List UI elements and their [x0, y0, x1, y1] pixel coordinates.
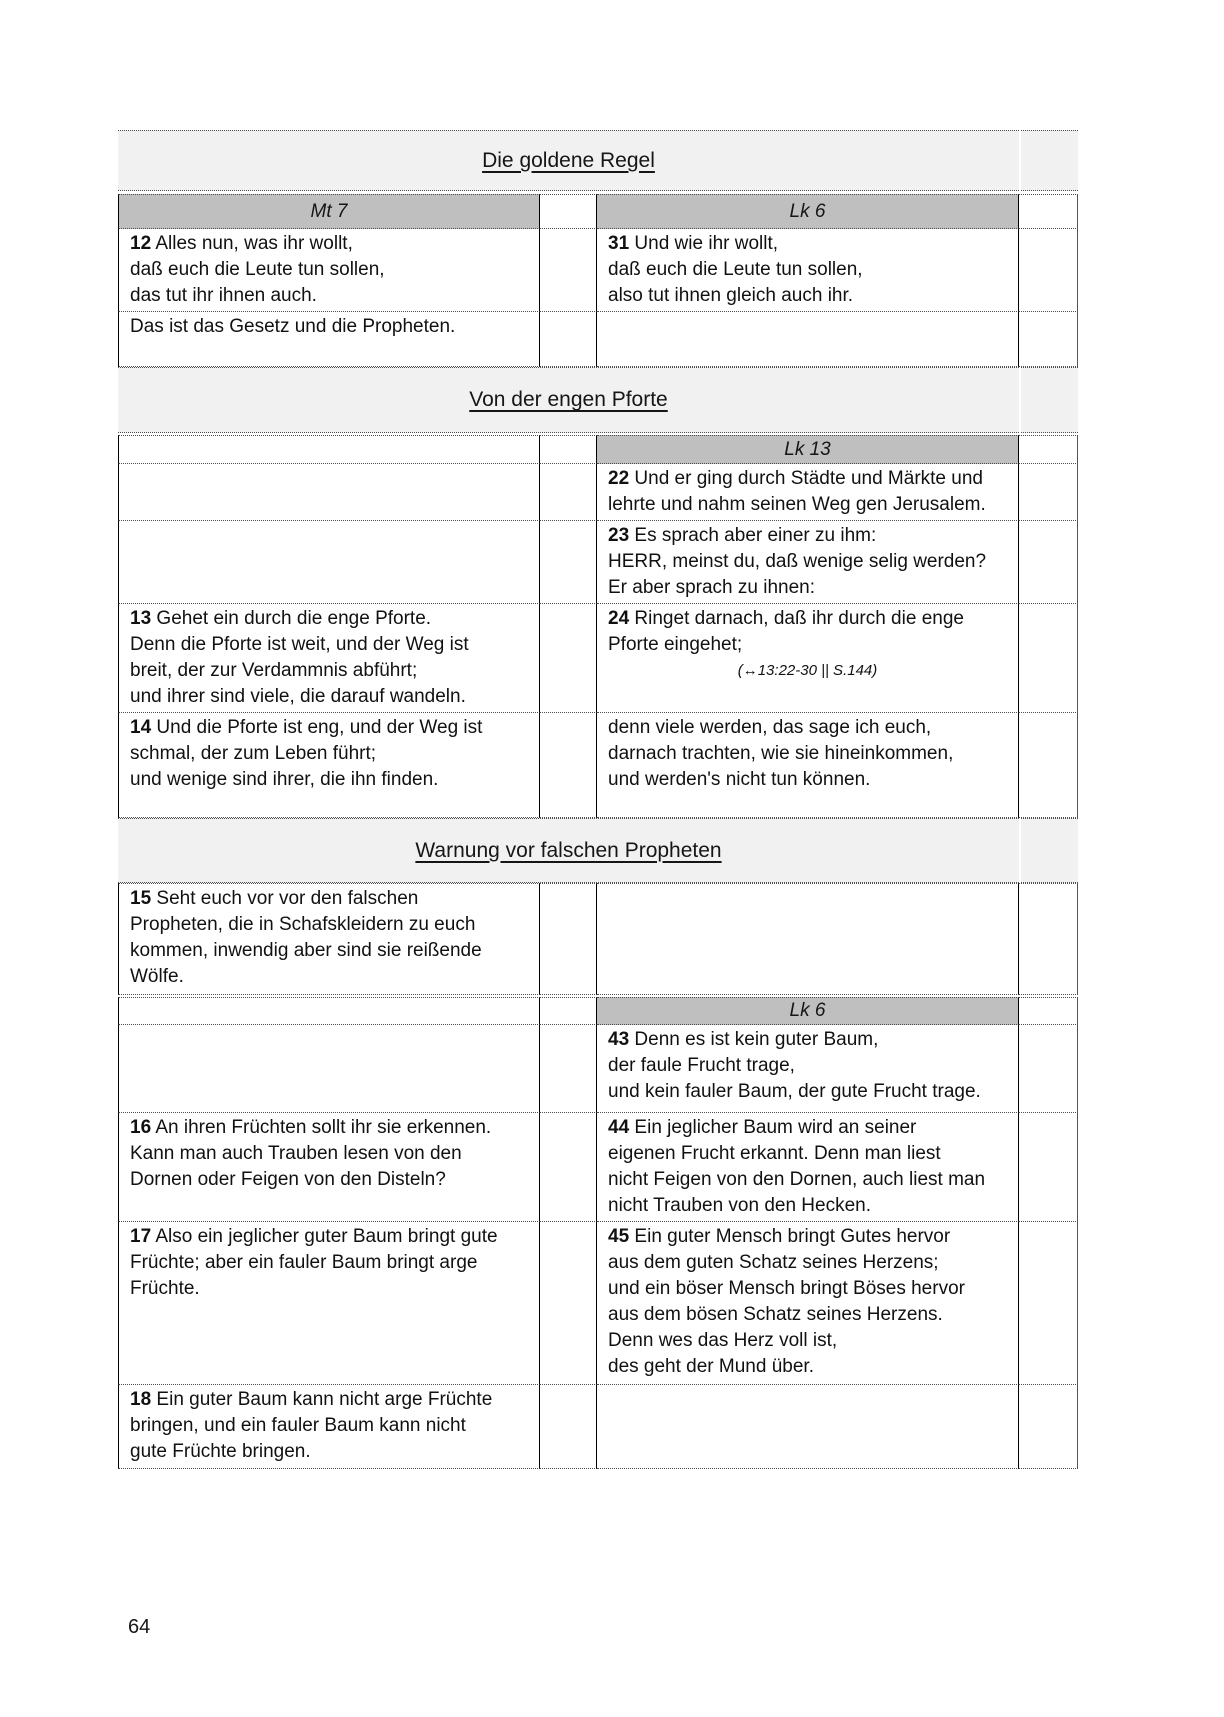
verse-number: 43 [608, 1029, 630, 1050]
verse-text: Es sprach aber einer zu ihm: [634, 525, 877, 546]
verse-line: und ihrer sind viele, die darauf wandeln. [130, 686, 466, 707]
verse-line: der faule Frucht trage, [608, 1055, 795, 1076]
margin-cell [1019, 312, 1078, 367]
column-header-label: Lk 6 [789, 1000, 826, 1021]
verse-line: daß euch die Leute tun sollen, [130, 259, 385, 280]
synopsis-table [118, 130, 1078, 1469]
verse-text: Seht euch vor vor den falschen [156, 888, 419, 909]
column-header-label: Mt 7 [310, 200, 348, 222]
verse-line: gute Früchte bringen. [130, 1441, 311, 1462]
column-header-row [118, 997, 1078, 1025]
lk-verse-cell [597, 1385, 1019, 1469]
verse-line [130, 606, 528, 632]
gap-cell [540, 604, 597, 713]
title-side-cell [1021, 818, 1078, 883]
verse-row-lk23 [118, 521, 1078, 604]
mt-verse-cell [118, 604, 540, 713]
verse-number: 44 [608, 1117, 630, 1138]
verse-number: 23 [608, 525, 630, 546]
verse-line: schmal, der zum Leben führt; [130, 743, 377, 764]
verse-line: Denn die Pforte ist weit, und der Weg ist [130, 634, 469, 655]
verse-number: 24 [608, 608, 630, 629]
margin-cell [1019, 194, 1078, 229]
cross-reference: (↔13:22-30 || S.144) [737, 662, 878, 679]
verse-line: darnach trachten, wie sie hineinkommen, [608, 743, 954, 764]
gap-cell [540, 521, 597, 604]
verse-number: 12 [130, 233, 152, 254]
verse-line [130, 715, 528, 741]
verse-line [608, 523, 1007, 549]
verse-row-mt13-lk24 [118, 604, 1078, 713]
verse-line [608, 1224, 1007, 1250]
gap-cell [540, 229, 597, 312]
verse-line: bringen, und ein fauler Baum kann nicht [130, 1415, 466, 1436]
verse-line: breit, der zur Verdammnis abführt; [130, 660, 418, 681]
margin-cell [1019, 229, 1078, 312]
gap-cell [540, 1222, 597, 1385]
verse-text: Denn es ist kein guter Baum, [634, 1029, 879, 1050]
verse-number: 45 [608, 1226, 630, 1247]
mt-verse-cell [118, 229, 540, 312]
verse-row-mt12-lk31 [118, 229, 1078, 312]
gap-cell [540, 713, 597, 818]
verse-line: Das ist das Gesetz und die Propheten. [130, 316, 456, 337]
verse-line [608, 466, 1007, 492]
verse-text: Ein jeglicher Baum wird an seiner [634, 1117, 917, 1138]
lk-verse-cell [597, 312, 1019, 367]
lk-verse-cell [597, 713, 1019, 818]
title-cell [118, 367, 1019, 433]
verse-line [608, 1027, 1007, 1053]
gap-cell [540, 1385, 597, 1469]
lk-verse-cell [597, 464, 1019, 521]
gap-cell [540, 435, 597, 464]
verse-number: 16 [130, 1117, 152, 1138]
lk-verse-cell [597, 883, 1019, 995]
verse-text: Und die Pforte ist eng, und der Weg ist [156, 717, 483, 738]
verse-line: und kein fauler Baum, der gute Frucht trage. [608, 1081, 981, 1102]
page-number: 64 [128, 1616, 151, 1638]
column-header-label: Lk 13 [784, 438, 831, 460]
verse-line: Dornen oder Feigen von den Disteln? [130, 1169, 446, 1190]
gap-cell [540, 1113, 597, 1222]
verse-line [608, 231, 1007, 257]
mt-column-header [118, 194, 540, 229]
verse-line: also tut ihnen gleich auch ihr. [608, 285, 854, 306]
verse-line: das tut ihr ihnen auch. [130, 285, 317, 306]
verse-line: Propheten, die in Schafskleidern zu euch [130, 914, 476, 935]
section-title: Die goldene Regel [482, 148, 655, 172]
verse-text: Ringet darnach, daß ihr durch die enge [634, 608, 964, 629]
lk-verse-cell [597, 1113, 1019, 1222]
verse-line: und wenige sind ihrer, die ihn finden. [130, 769, 439, 790]
verse-line: Pforte eingehet; [608, 634, 743, 655]
gap-cell [540, 464, 597, 521]
title-side-cell [1021, 367, 1078, 433]
verse-row-mt17-lk45 [118, 1222, 1078, 1385]
verse-text: Ein guter Mensch bringt Gutes hervor [634, 1226, 951, 1247]
verse-number: 15 [130, 888, 152, 909]
verse-row-mt15 [118, 883, 1078, 995]
lk-verse-cell [597, 521, 1019, 604]
lk-verse-cell [597, 604, 1019, 713]
verse-line: und werden's nicht tun können. [608, 769, 871, 790]
verse-text: An ihren Früchten sollt ihr sie erkennen. [155, 1117, 492, 1138]
mt-verse-cell [118, 883, 540, 995]
mt-verse-cell [118, 1113, 540, 1222]
verse-line: des geht der Mund über. [608, 1356, 814, 1377]
column-header-label: Lk 6 [789, 200, 826, 222]
verse-text: Und wie ihr wollt, [634, 233, 779, 254]
verse-number: 31 [608, 233, 630, 254]
verse-line: eigenen Frucht erkannt. Denn man liest [608, 1143, 941, 1164]
gap-cell [540, 194, 597, 229]
verse-line: Früchte. [130, 1278, 200, 1299]
verse-line [608, 606, 1007, 632]
verse-row-lk22 [118, 464, 1078, 521]
verse-line: HERR, meinst du, daß wenige selig werden? [608, 551, 987, 572]
verse-line: kommen, inwendig aber sind sie reißende [130, 940, 482, 961]
mt-verse-cell [118, 1222, 540, 1385]
verse-line: nicht Feigen von den Dornen, auch liest man [608, 1169, 986, 1190]
margin-cell [1019, 604, 1078, 713]
margin-cell [1019, 1222, 1078, 1385]
section-title-row-enge-pforte [118, 367, 1078, 433]
margin-cell [1019, 713, 1078, 818]
verse-line [130, 886, 528, 912]
verse-number: 13 [130, 608, 152, 629]
verse-row-lk43 [118, 1025, 1078, 1113]
verse-line: denn viele werden, das sage ich euch, [608, 717, 932, 738]
gap-cell [540, 883, 597, 995]
verse-text: Gehet ein durch die enge Pforte. [156, 608, 432, 629]
column-header-row [118, 435, 1078, 464]
margin-cell [1019, 435, 1078, 464]
margin-cell [1019, 1113, 1078, 1222]
verse-line: nicht Trauben von den Hecken. [608, 1195, 872, 1216]
gap-cell [540, 312, 597, 367]
margin-cell [1019, 1025, 1078, 1113]
verse-line: Er aber sprach zu ihnen: [608, 577, 816, 598]
title-side-cell [1021, 130, 1078, 191]
verse-line: Wölfe. [130, 966, 184, 987]
mt-verse-cell [118, 713, 540, 818]
margin-cell [1019, 464, 1078, 521]
verse-number: 17 [130, 1226, 152, 1247]
gap-cell [540, 997, 597, 1025]
verse-text: Und er ging durch Städte und Märkte und [634, 468, 983, 489]
mt-verse-cell [118, 521, 540, 604]
verse-row-mt14 [118, 713, 1078, 818]
verse-text: Alles nun, was ihr wollt, [155, 233, 353, 254]
verse-line [130, 231, 528, 257]
verse-line: und ein böser Mensch bringt Böses hervor [608, 1278, 965, 1299]
verse-line: Denn wes das Herz voll ist, [608, 1330, 838, 1351]
mt-verse-cell [118, 312, 540, 367]
mt-verse-cell [118, 464, 540, 521]
verse-row-mt18 [118, 1385, 1078, 1469]
lk-column-header [597, 435, 1019, 464]
gap-cell [540, 1025, 597, 1113]
verse-line: Früchte; aber ein fauler Baum bringt arge [130, 1252, 478, 1273]
verse-number: 22 [608, 468, 630, 489]
mt-empty-header-cell [118, 435, 540, 464]
lk-verse-cell [597, 1222, 1019, 1385]
mt-verse-cell [118, 1025, 540, 1113]
verse-line: aus dem bösen Schatz seines Herzens. [608, 1304, 943, 1325]
section-title-row-falsche-propheten [118, 818, 1078, 883]
verse-line: Kann man auch Trauben lesen von den [130, 1143, 462, 1164]
verse-number: 14 [130, 717, 152, 738]
lk-column-header [597, 194, 1019, 229]
margin-cell [1019, 997, 1078, 1025]
verse-row-mt12b [118, 312, 1078, 367]
mt-verse-cell [118, 1385, 540, 1469]
verse-row-mt16-lk44 [118, 1113, 1078, 1222]
margin-cell [1019, 521, 1078, 604]
lk-column-header [597, 997, 1019, 1025]
verse-line: lehrte und nahm seinen Weg gen Jerusalem. [608, 494, 986, 515]
verse-number: 18 [130, 1389, 152, 1410]
section-title: Von der engen Pforte [469, 388, 668, 411]
verse-line [130, 1115, 528, 1141]
verse-text: Ein guter Baum kann nicht arge Früchte [156, 1389, 493, 1410]
verse-text: Also ein jeglicher guter Baum bringt gute [155, 1226, 498, 1247]
verse-line [130, 1224, 528, 1250]
lk-verse-cell [597, 229, 1019, 312]
verse-line: aus dem guten Schatz seines Herzens; [608, 1252, 939, 1273]
section-title: Warnung vor falschen Propheten [415, 838, 722, 862]
lk-verse-cell [597, 1025, 1019, 1113]
margin-cell [1019, 883, 1078, 995]
margin-cell [1019, 1385, 1078, 1469]
verse-line: daß euch die Leute tun sollen, [608, 259, 863, 280]
title-cell [118, 818, 1019, 883]
mt-empty-header-cell [118, 997, 540, 1025]
section-title-row-goldene-regel [118, 130, 1078, 191]
verse-line [608, 1115, 1007, 1141]
column-header-row [118, 194, 1078, 229]
title-cell [118, 130, 1019, 191]
verse-line [130, 1387, 528, 1413]
